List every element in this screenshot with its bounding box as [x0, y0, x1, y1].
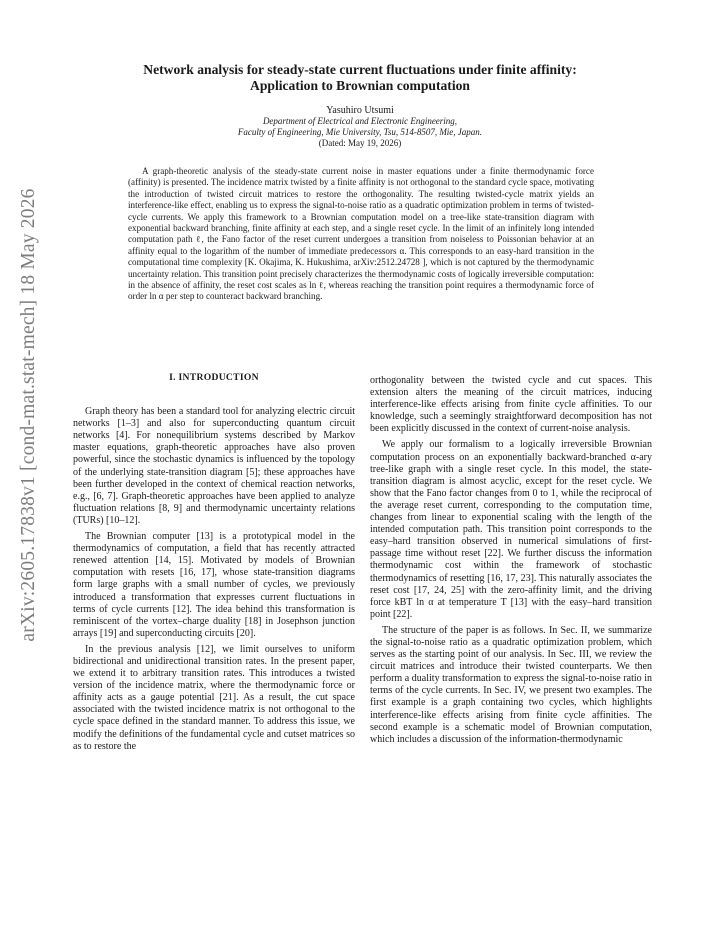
- right-paragraph: The structure of the paper is as follows. In Sec. II, we summarize the signal-to-noise ratio as a quadratic optimization problem, which serves as the starting point of our analysis. In Sec. III, we review the circuit matrices and introduce their twisted counterparts. We then perform a duality transformation to express the signal-to-noise ratio in terms of the cycle currents. In Sec. IV, we present two examples. The first example is a graph containing two cycles, which highlights interference-like effects arising from finite cycle affinities. The second example is a schematic model of Brownian computation, which includes a discussion of the information-thermodynamic: [370, 624, 652, 745]
- left-paragraph: In the previous analysis [12], we limit ourselves to uniform bidirectional and unidirectional transition rates. In the present paper, we extend it to arbitrary transition rates. This introduces a twisted version of the incidence matrix, where the thermodynamic force or affinity acts as a gauge potential [21]. As a result, the cut space associated with the twisted incidence matrix is not orthogonal to the cycle space defined in the standard manner. To address this issue, we modify the definitions of the fundamental cycle and cutset matrices so as to restore the: [73, 643, 355, 752]
- right-paragraph: We apply our formalism to a logically irreversible Brownian computation process on an exponentially backward-branched α-ary tree-like graph with a single reset cycle. In this model, the state-transition diagram is almost acyclic, except for the reset cycle. We show that the Fano factor changes from 0 to 1, while the reciprocal of the average reset current, corresponding to the computation time, changes from linear to exponential scaling with the length of the intended computation path. This transition point corresponds to the easy–hard transition observed in numerical simulations of first-passage time without reset [22]. We further discuss the information thermodynamic cost within the framework of stochastic thermodynamics of resetting [16, 17, 23]. This naturally associates the reset cost [17, 24, 25] with the zero-affinity limit, and the driving force kBT ln α at temperature T [13] with the easy–hard transition point [22].: [370, 439, 652, 620]
- section-heading-introduction: I. INTRODUCTION: [169, 372, 259, 383]
- affiliation-line-2: Faculty of Engineering, Mie University, Tsu, 514-8507, Mie, Japan.: [237, 127, 483, 137]
- abstract: A graph-theoretic analysis of the steady-state current noise in master equations under a finite thermodynamic force (affinity) is presented. The incidence matrix twisted by a finite affinity is not orthogonal to the standard cycle space, motivating the introduction of twisted circuit matrices to restore the orthogonality. The resulting twisted-cycle matrix yields an interference-like effect, enabling us to express the signal-to-noise ratio as a quadratic optimization problem in terms of twisted-cycle currents. We apply this framework to a Brownian computation model on a tree-like state-transition diagram with exponential backward branching, finite affinity at each step, and a single reset cycle. In the limit of an infinitely long intended computation path ℓ, the Fano factor of the reset current undergoes a transition from noiseless to Poissonian behavior at an affinity equal to the logarithm of the number of immediate predecessors α. This corresponds to an easy-hard transition in the computational time complexity [K. Okajima, K. Hukushima, arXiv:2512.24728 ], which is not captured by the thermodynamic uncertainty relation. This transition point precisely characterizes the thermodynamic costs of logically irreversible computation: in the absence of affinity, the reset cost scales as ln ℓ, whereas reaching the transition point requires a thermodynamic force of order ln α per step to counteract backward branching.: [128, 166, 594, 302]
- right-column: [370, 375, 652, 750]
- affiliation-line-1: Department of Electrical and Electronic Engineering,: [262, 116, 458, 126]
- title-line-2: Application to Brownian computation: [250, 78, 470, 93]
- title-line-1: Network analysis for steady-state current fluctuations under finite affinity:: [143, 62, 577, 77]
- paper-header: [110, 62, 610, 149]
- left-paragraph: The Brownian computer [13] is a prototypical model in the thermodynamics of computation, a field that has recently attracted renewed attention [14, 15]. Motivated by models of Brownian computation with resets [16, 17], whose state-transition diagrams form large graphs with a small number of cycles, we previously introduced a transformation that expresses current fluctuations in terms of cycle currents [12]. The idea behind this transformation is reminiscent of the vortex–charge duality [18] in Josephson junction arrays [19] and superconducting circuits [20].: [73, 531, 355, 639]
- right-paragraph: orthogonality between the twisted cycle and cut spaces. This extension alters the meaning of the circuit matrices, inducing interference-like effects arising from finite cycle affinities. To our knowledge, such a seemingly straightforward decomposition has not been explicitly discussed in the context of current-noise analysis.: [370, 375, 652, 435]
- arxiv-stamp-text: arXiv:2605.17838v1 [cond-mat.stat-mech] 18 May 2026: [18, 188, 39, 642]
- author-name: Yasuhiro Utsumi: [326, 105, 394, 116]
- paper-title: [110, 62, 610, 94]
- left-column: [73, 372, 355, 757]
- left-paragraph: Graph theory has been a standard tool for analyzing electric circuit networks [1–3] and also for superconducting quantum circuit networks [4]. For nonequilibrium systems described by Markov master equations, graph-theoretic approaches have also proven powerful, since the stochastic dynamics is influenced by the topology of the underlying state-transition diagram [5]; these approaches have been further developed in the context of chemical reaction networks, e.g., [6, 7]. Graph-theoretic approaches have been applied to analyze fluctuation relations [8, 9] and thermodynamic uncertainty relations (TURs) [10–12].: [73, 406, 355, 526]
- arxiv-identifier-stamp: [4, 150, 54, 680]
- dated-line: (Dated: May 19, 2026): [318, 138, 402, 148]
